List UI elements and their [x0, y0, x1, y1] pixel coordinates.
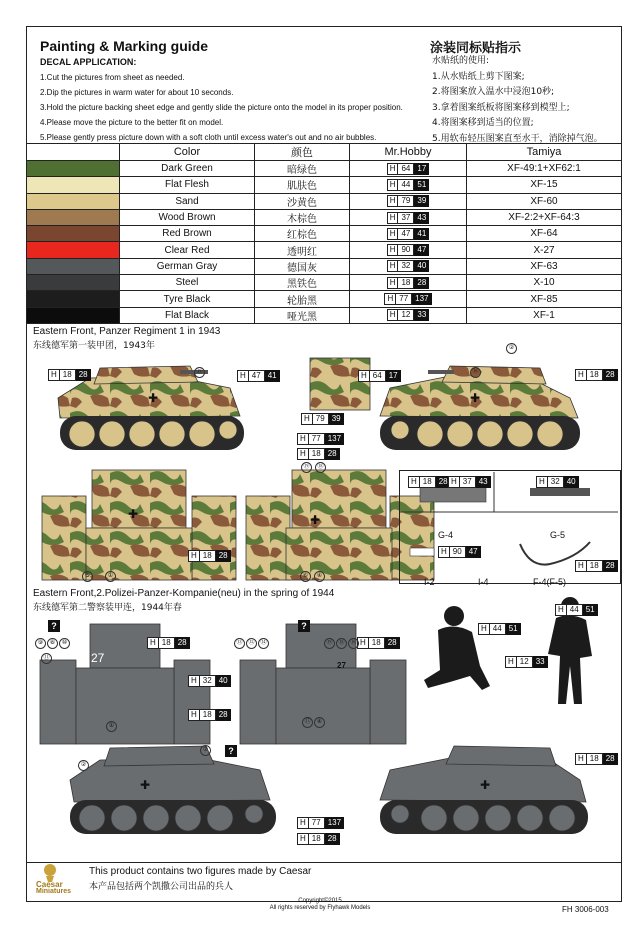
- callout: ⑭: [258, 638, 269, 649]
- color-name-zh: 肌肤色: [255, 177, 350, 193]
- callout: ⑬: [234, 638, 245, 649]
- mrhobby-c-number: 137: [412, 293, 431, 305]
- figures-notice-en: This product contains two figures made by Caesar: [89, 866, 312, 877]
- mrhobby-h-number: 37: [398, 212, 414, 224]
- color-name: German Gray: [120, 258, 255, 274]
- callout: ②: [78, 760, 89, 771]
- callout: ⑲: [194, 367, 205, 378]
- decal-heading: DECAL APPLICATION:: [40, 57, 137, 67]
- callout: ⑤: [82, 571, 93, 582]
- paint-code: H 18 28: [188, 550, 231, 562]
- color-name: Steel: [120, 275, 255, 291]
- color-name-zh: 木棕色: [255, 209, 350, 225]
- color-row: [27, 177, 622, 193]
- tamiya-code: XF-2:2+XF-64:3: [467, 209, 622, 225]
- color-name: Sand: [120, 193, 255, 209]
- callout: ⑨: [35, 638, 46, 649]
- decal-step: 2.Dip the pictures in warm water for about 10 seconds.: [40, 88, 234, 97]
- color-row: [27, 161, 622, 177]
- callout: ⑰: [302, 717, 313, 728]
- color-name: Dark Green: [120, 161, 255, 177]
- paint-code: H 12 33: [505, 656, 548, 668]
- mrhobby-c-number: 40: [414, 260, 429, 272]
- decal-step-zh: 3.拿着图案纸板将图案移到模型上;: [432, 102, 570, 113]
- decal-step-zh: 5.用软布轻压图案直至水干，消除掉气泡。: [432, 133, 603, 144]
- scheme2-title-zh: 东线德军第二警察装甲连，1944年春: [33, 603, 182, 613]
- paint-code: H 18 28: [48, 369, 91, 381]
- color-row: [27, 307, 622, 323]
- paint-code: H 18 28: [575, 753, 618, 765]
- turret-number: 27: [91, 651, 105, 665]
- tamiya-code: XF-60: [467, 193, 622, 209]
- scheme2-title-en: Eastern Front,2.Polizei-Panzer-Kompanie(neu) in the spring of 1944: [33, 588, 335, 599]
- color-name: Clear Red: [120, 242, 255, 258]
- decal-heading-zh: 水贴纸的使用:: [432, 56, 490, 66]
- swatch-header: [27, 144, 120, 161]
- paint-code: H 18 28: [147, 637, 190, 649]
- page-title-zh: 涂装同标贴指示: [430, 41, 522, 56]
- paint-code: H 64 17: [358, 370, 401, 382]
- mrhobby-c-number: 17: [414, 163, 429, 175]
- divider: [26, 323, 622, 324]
- color-row: [27, 291, 622, 307]
- color-table: [26, 143, 622, 324]
- color-swatch: [27, 177, 120, 193]
- part-label: I-4: [478, 577, 489, 587]
- mrhobby-code: H 47 41: [350, 226, 467, 242]
- svg-text:✚: ✚: [140, 778, 151, 792]
- mrhobby-c-number: 43: [414, 212, 429, 224]
- tamiya-code: X-10: [467, 275, 622, 291]
- color-row: [27, 242, 622, 258]
- color-name: Red Brown: [120, 226, 255, 242]
- color-swatch: [27, 193, 120, 209]
- part-label: F-4(F-5): [533, 577, 566, 587]
- paint-code: H 18 28: [357, 637, 400, 649]
- mrhobby-c-number: 39: [414, 195, 429, 207]
- paint-code: H 18 28: [575, 369, 618, 381]
- tamiya-code: XF-15: [467, 177, 622, 193]
- svg-text:✚: ✚: [480, 778, 491, 792]
- mrhobby-h-number: 47: [398, 228, 414, 240]
- product-code: FH 3006-003: [562, 905, 609, 914]
- paint-code: H 47 41: [237, 370, 280, 382]
- scheme1-title-zh: 东线德军第一装甲团，1943年: [33, 341, 155, 351]
- paint-code: H 44 51: [555, 604, 598, 616]
- mrhobby-c-number: 47: [414, 244, 429, 256]
- paint-code: H 18 28: [408, 476, 451, 488]
- tamiya-code: XF-85: [467, 291, 622, 307]
- paint-code: H 18 28: [297, 833, 340, 845]
- color-name: Tyre Black: [120, 291, 255, 307]
- color-row: [27, 275, 622, 291]
- col-header-zh: 颜色: [255, 144, 350, 161]
- col-header-mrhobby: Mr.Hobby: [350, 144, 467, 161]
- callout: ⑧: [47, 638, 58, 649]
- part-label: G-4: [438, 530, 454, 540]
- turret-number: 27: [337, 661, 346, 670]
- tank-side-right: [380, 366, 580, 450]
- callout: ⑦: [200, 745, 211, 756]
- mrhobby-h-number: 64: [398, 163, 414, 175]
- color-swatch: [27, 307, 120, 323]
- paint-code: H 37 43: [448, 476, 491, 488]
- mrhobby-c-number: 51: [414, 179, 429, 191]
- paint-code: H 32 40: [536, 476, 579, 488]
- color-swatch: [27, 161, 120, 177]
- color-swatch: [27, 242, 120, 258]
- question-marker: ?: [298, 620, 310, 632]
- color-name-zh: 透明红: [255, 242, 350, 258]
- tamiya-code: XF-63: [467, 258, 622, 274]
- paint-code: H 44 51: [478, 623, 521, 635]
- svg-text:✚: ✚: [470, 391, 481, 405]
- tamiya-code: XF-1: [467, 307, 622, 323]
- callout: ①: [106, 721, 117, 732]
- brand-line2: Miniatures: [36, 888, 72, 895]
- color-swatch: [27, 226, 120, 242]
- rights: All rights reserved by Flyhawk Models: [269, 905, 371, 911]
- color-swatch: [27, 291, 120, 307]
- paint-code: H 18 28: [575, 560, 618, 572]
- part-label: G-5: [550, 530, 566, 540]
- tamiya-code: XF-49:1+XF62:1: [467, 161, 622, 177]
- color-name: Flat Flesh: [120, 177, 255, 193]
- color-name-zh: 黑铁色: [255, 275, 350, 291]
- callout: ④: [314, 571, 325, 582]
- col-header-color: Color: [120, 144, 255, 161]
- paint-code: H 77 137: [297, 433, 344, 445]
- paint-code: H 77 137: [297, 817, 344, 829]
- part-label: I-2: [424, 577, 435, 587]
- gray-tank-side-right: [380, 746, 588, 834]
- color-name: Wood Brown: [120, 209, 255, 225]
- tamiya-code: XF-64: [467, 226, 622, 242]
- mrhobby-code: H 37 43: [350, 209, 467, 225]
- mrhobby-h-number: 18: [398, 277, 414, 289]
- mrhobby-h-number: 90: [398, 244, 414, 256]
- decal-instructions-en: [40, 55, 403, 145]
- decal-step-zh: 2.将图案放入温水中浸泡10秒;: [432, 87, 555, 97]
- decal-step: 1.Cut the pictures from sheet as needed.: [40, 73, 185, 82]
- mrhobby-code: H 44 51: [350, 177, 467, 193]
- question-marker: ?: [225, 745, 237, 757]
- mrhobby-h-number: 44: [398, 179, 414, 191]
- scheme1-title-en: Eastern Front, Panzer Regiment 1 in 1943: [33, 326, 221, 337]
- caesar-logo: [36, 860, 86, 896]
- callout: ⑲: [301, 462, 312, 473]
- gray-tank-side-left: [70, 746, 276, 834]
- color-name-zh: 哑光黑: [255, 307, 350, 323]
- figures-notice-zh: 本产品包括两个凯撒公司出品的兵人: [89, 882, 234, 892]
- color-row: [27, 193, 622, 209]
- tank-rear-view: [42, 470, 236, 580]
- callout: ⑪: [41, 653, 52, 664]
- paint-code: H 18 28: [188, 709, 231, 721]
- mrhobby-code: H 77 137: [350, 291, 467, 307]
- color-row: [27, 209, 622, 225]
- camo-swatch: [310, 358, 370, 410]
- decal-step: 3.Hold the picture backing sheet edge and gently slide the picture onto the model in its proper position.: [40, 103, 403, 112]
- decal-step-zh: 4.将图案移到适当的位置;: [432, 118, 534, 128]
- mrhobby-code: H 64 17: [350, 161, 467, 177]
- color-row: [27, 258, 622, 274]
- tamiya-code: X-27: [467, 242, 622, 258]
- copyright: Copyright©2015: [298, 898, 342, 904]
- svg-text:✚: ✚: [128, 507, 139, 521]
- color-name-zh: 红棕色: [255, 226, 350, 242]
- callout: ⑥: [300, 571, 311, 582]
- callout: ⑱: [336, 638, 347, 649]
- mrhobby-code: H 90 47: [350, 242, 467, 258]
- callout: ④: [314, 717, 325, 728]
- callout: ②: [506, 343, 517, 354]
- decal-step: 4.Please move the picture to the better fit on model.: [40, 118, 224, 127]
- paint-code: H 90 47: [438, 546, 481, 558]
- paint-code: H 79 39: [301, 413, 344, 425]
- color-swatch: [27, 275, 120, 291]
- mrhobby-h-number: 32: [398, 260, 414, 272]
- mrhobby-code: H 32 40: [350, 258, 467, 274]
- mrhobby-code: H 12 33: [350, 307, 467, 323]
- paint-code: H 18 28: [297, 448, 340, 460]
- callout: ⑫: [246, 638, 257, 649]
- callout: ⑱: [315, 462, 326, 473]
- color-swatch: [27, 258, 120, 274]
- color-swatch: [27, 209, 120, 225]
- col-header-tamiya: Tamiya: [467, 144, 622, 161]
- color-name: Flat Black: [120, 307, 255, 323]
- callout: ⑩: [59, 638, 70, 649]
- color-row: [27, 226, 622, 242]
- mrhobby-h-number: 77: [396, 293, 412, 305]
- decal-step: 5.Please gently press picture down with a soft cloth until excess water's out and no air bubbles.: [40, 133, 377, 142]
- color-name-zh: 暗绿色: [255, 161, 350, 177]
- mrhobby-h-number: 12: [398, 309, 414, 321]
- callout: ⑯: [470, 367, 481, 378]
- decal-step-zh: 1.从水贴纸上剪下图案;: [432, 71, 525, 82]
- mrhobby-c-number: 41: [414, 228, 429, 240]
- mrhobby-h-number: 79: [398, 195, 414, 207]
- color-name-zh: 德国灰: [255, 258, 350, 274]
- page-title-en: Painting & Marking guide: [40, 38, 209, 54]
- callout: ⑯: [348, 638, 359, 649]
- footer-divider: [26, 862, 622, 863]
- paint-code: H 32 40: [188, 675, 231, 687]
- callout: ①: [105, 571, 116, 582]
- callout: ⑲: [324, 638, 335, 649]
- decal-instructions-zh: [432, 54, 603, 147]
- svg-text:✚: ✚: [310, 513, 321, 527]
- mrhobby-code: H 79 39: [350, 193, 467, 209]
- color-name-zh: 沙黄色: [255, 193, 350, 209]
- mrhobby-c-number: 33: [414, 309, 429, 321]
- question-marker: ?: [48, 620, 60, 632]
- mrhobby-c-number: 28: [414, 277, 429, 289]
- brand-line1: Caesar: [36, 880, 63, 889]
- svg-text:✚: ✚: [148, 391, 159, 405]
- mrhobby-code: H 18 28: [350, 275, 467, 291]
- color-name-zh: 轮胎黑: [255, 291, 350, 307]
